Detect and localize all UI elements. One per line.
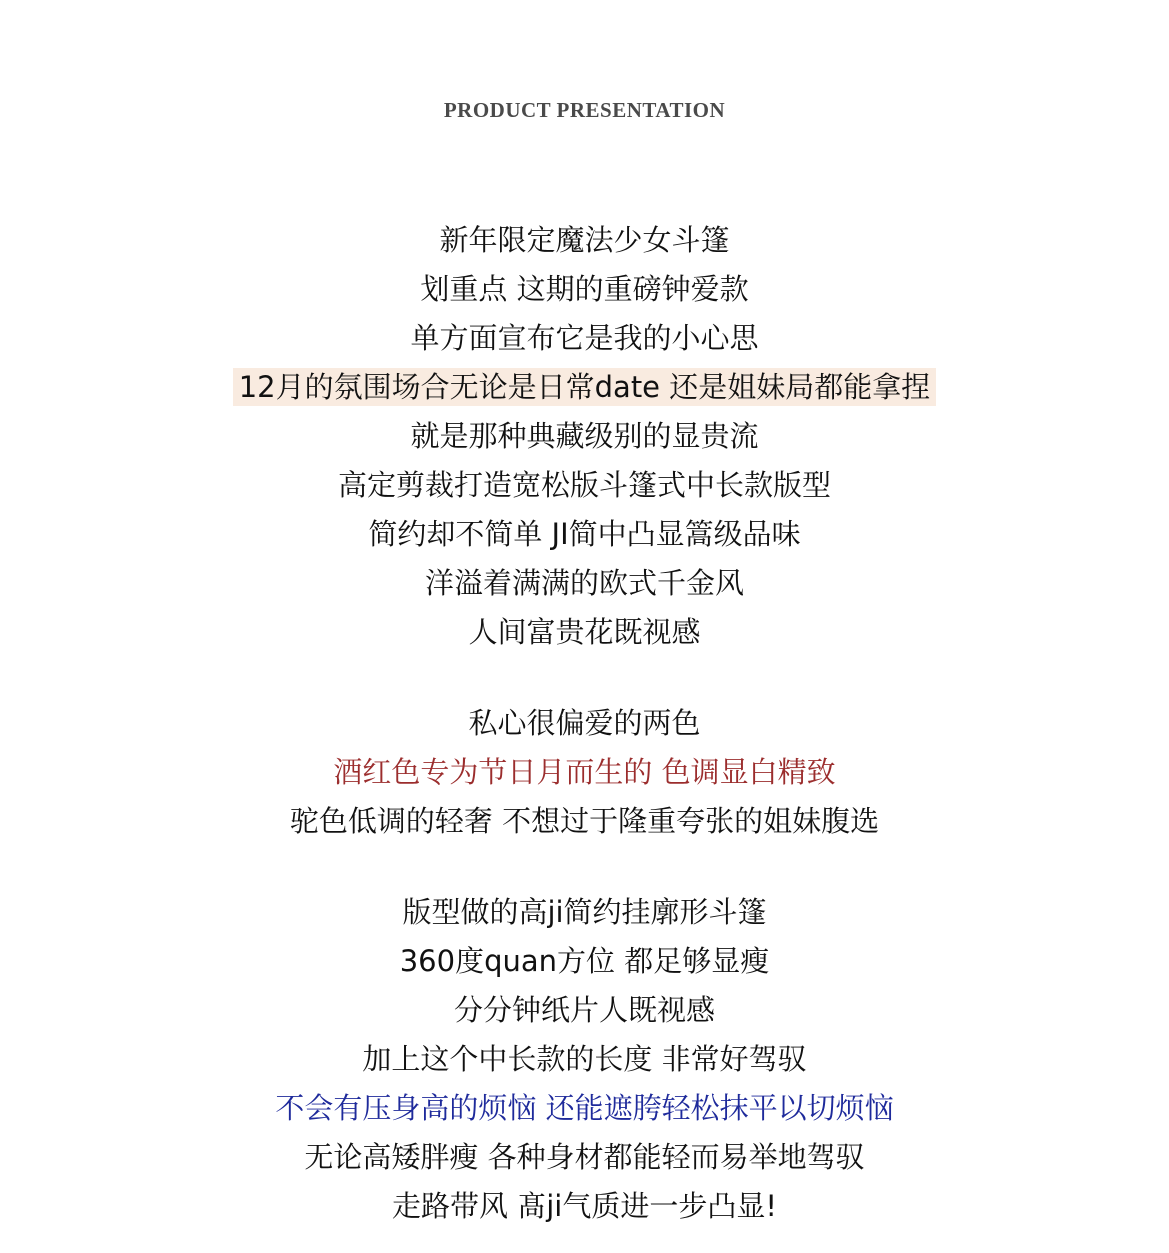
blue-text-line: 不会有压身高的烦恼 还能遮胯轻松抹平以切烦恼 — [275, 1091, 894, 1125]
text-line: 划重点 这期的重磅钟爱款 — [420, 272, 749, 306]
paragraph-fit — [0, 888, 1169, 1231]
text-line: 驼色低调的轻奢 不想过于隆重夸张的姐妹腹选 — [289, 804, 880, 838]
text-line: 分分钟纸片人既视感 — [453, 993, 715, 1027]
text-line: 加上这个中长款的长度 非常好驾驭 — [362, 1042, 807, 1076]
paragraph-colors — [0, 699, 1169, 846]
text-line: 360度quan方位 都足够显瘦 — [399, 944, 770, 978]
text-line: 就是那种典藏级别的显贵流 — [410, 419, 759, 453]
red-text-line: 酒红色专为节日月而生的 色调显白精致 — [333, 755, 836, 789]
paragraph-spacer — [0, 846, 1169, 888]
text-line: 走路带风 髙ji气质进一步凸显! — [392, 1189, 777, 1223]
text-line: 私心很偏爱的两色 — [468, 706, 701, 740]
section-title: PRODUCT PRESENTATION — [443, 98, 726, 122]
text-line: 新年限定魔法少女斗篷 — [439, 223, 730, 257]
product-description — [0, 216, 1169, 1231]
text-line: 版型做的高ji简约挂廓形斗篷 — [402, 895, 767, 929]
text-line: 洋溢着满满的欧式千金风 — [424, 566, 744, 600]
text-line: 简约却不简单 JI简中凸显篙级品味 — [368, 517, 801, 551]
paragraph-spacer — [0, 657, 1169, 699]
text-line: 单方面宣布它是我的小心思 — [410, 321, 759, 355]
text-line: 人间富贵花既视感 — [468, 615, 701, 649]
highlighted-text-line: 12月的氛围场合无论是日常date 还是姐妹局都能拿捏 — [0, 363, 1169, 412]
text-line: 高定剪裁打造宽松版斗篷式中长款版型 — [337, 468, 831, 502]
paragraph-intro — [0, 216, 1169, 657]
text-line: 无论高矮胖瘦 各种身材都能轻而易举地驾驭 — [304, 1140, 865, 1174]
